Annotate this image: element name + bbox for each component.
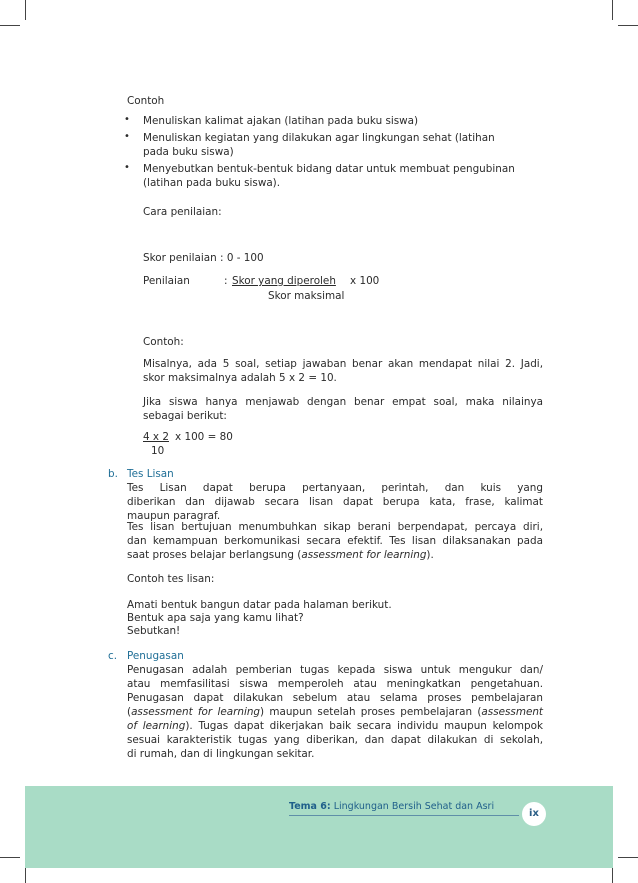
lisan-line: maupun paragraf.	[127, 510, 221, 522]
amati-line: Sebutkan!	[127, 625, 181, 637]
penugasan-line: sesuai karakteristik tugas yang diberikan, dan dapat dilakukan di sekolah,	[127, 734, 543, 746]
section-b-title: Tes Lisan	[127, 468, 174, 480]
bullet-dot: •	[124, 114, 130, 125]
bullet-item-cont: pada buku siswa)	[143, 146, 234, 158]
crop-mark	[618, 25, 638, 26]
footer-band	[25, 786, 613, 868]
contoh-2: Contoh:	[143, 336, 184, 348]
jika-line: sebagai berikut:	[143, 410, 227, 422]
section-c-title: Penugasan	[127, 650, 184, 662]
bullet-dot: •	[124, 131, 130, 142]
lisan-line: dan kemampuan berkomunikasi secara efektif. Tes lisan dilaksanakan pada	[127, 535, 543, 547]
crop-mark	[618, 857, 638, 858]
footer-rule	[289, 815, 519, 816]
penilaian-colon: :	[224, 275, 228, 287]
lisan-line: diberikan dan dijawab secara lisan dapat berupa kata, frase, kalimat	[127, 496, 543, 508]
formula-numerator: Skor yang diperoleh	[232, 275, 336, 287]
crop-mark	[0, 857, 20, 858]
penilaian-label: Penilaian	[143, 275, 190, 287]
formula-multiplier: x 100	[350, 275, 380, 287]
amati-line: Amati bentuk bangun datar pada halaman berikut.	[127, 599, 392, 611]
penugasan-line: Penugasan dapat dilakukan sebelum atau selama proses pembelajaran	[127, 692, 543, 704]
penugasan-line: Penugasan adalah pemberian tugas kepada siswa untuk mengukur dan/	[127, 664, 543, 676]
bullet-item: Menuliskan kalimat ajakan (latihan pada buku siswa)	[143, 115, 419, 127]
footer-theme-title: Tema 6: Lingkungan Bersih Sehat dan Asri	[289, 801, 495, 812]
lisan-line: Tes Lisan dapat berupa pertanyaan, perintah, dan kuis yang	[127, 482, 543, 494]
section-b-letter: b.	[108, 468, 118, 480]
page-number: ix	[522, 802, 546, 826]
formula-denominator: Skor maksimal	[268, 290, 345, 302]
penugasan-line: of learning). Tugas dapat dikerjakan baik secara individu maupun kelompok	[127, 720, 544, 732]
bullet-item: Menyebutkan bentuk-bentuk bidang datar untuk membuat pengubinan	[143, 163, 515, 175]
bullet-dot: •	[124, 162, 130, 173]
penugasan-line: atau memfasilitasi siswa memperoleh atau meningkatkan pengetahuan.	[127, 678, 543, 690]
section-c-letter: c.	[108, 650, 118, 662]
calc-numerator: 4 x 2	[143, 431, 169, 443]
misal-line: skor maksimalnya adalah 5 x 2 = 10.	[143, 372, 337, 384]
jika-line: Jika siswa hanya menjawab dengan benar empat soal, maka nilainya	[143, 396, 543, 408]
misal-line: Misalnya, ada 5 soal, setiap jawaban benar akan mendapat nilai 2. Jadi,	[143, 358, 543, 370]
bullet-item: Menuliskan kegiatan yang dilakukan agar lingkungan sehat (latihan	[143, 132, 495, 144]
amati-line: Bentuk apa saja yang kamu lihat?	[127, 612, 304, 624]
crop-mark	[0, 25, 20, 26]
calc-denominator: 10	[151, 445, 165, 457]
contoh-tes-lisan: Contoh tes lisan:	[127, 573, 215, 585]
lisan-line: Tes lisan bertujuan menumbuhkan sikap berani berpendapat, percaya diri,	[127, 521, 543, 533]
crop-mark	[612, 0, 613, 20]
cara-penilaian: Cara penilaian:	[143, 206, 222, 218]
contoh-heading: Contoh	[127, 95, 165, 107]
calc-rest: x 100 = 80	[175, 431, 233, 443]
skor-penilaian: Skor penilaian : 0 - 100	[143, 252, 264, 264]
crop-mark	[25, 0, 26, 20]
penugasan-line: (assessment for learning) maupun setelah proses pembelajaran (assessment	[127, 706, 544, 718]
penugasan-line: di rumah, dan di lingkungan sekitar.	[127, 748, 315, 760]
bullet-item-cont: (latihan pada buku siswa).	[143, 177, 281, 189]
lisan-line: saat proses belajar berlangsung (assessment for learning).	[127, 549, 434, 561]
